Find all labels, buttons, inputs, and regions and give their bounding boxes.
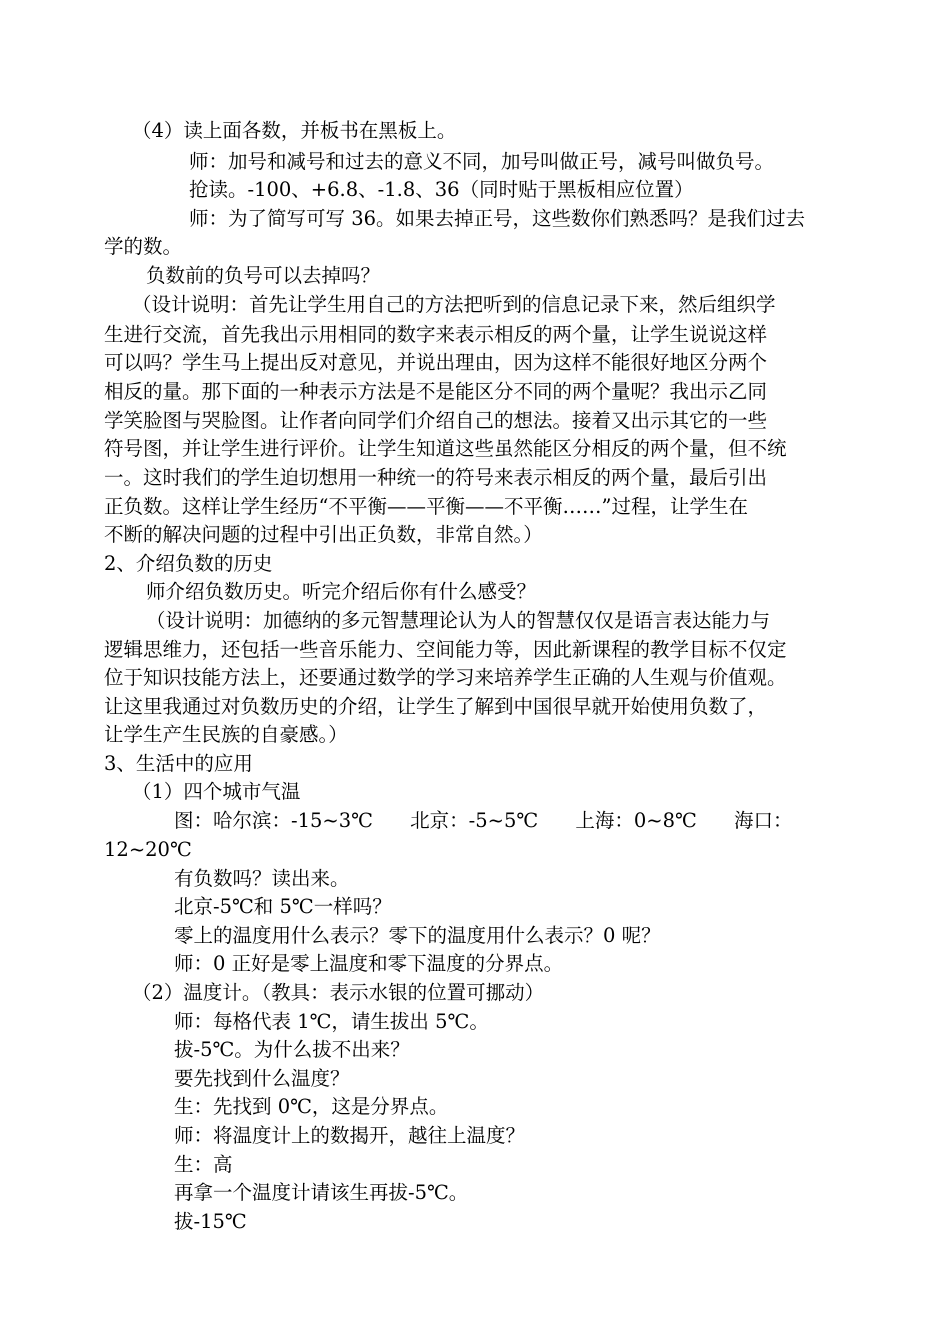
- text-line: 不断的解决问题的过程中引出正负数，非常自然。）: [104, 523, 543, 546]
- text-line: 符号图，并让学生进行评价。让学生知道这些虽然能区分相反的两个量，但不统: [104, 437, 787, 460]
- text-line: 师：每格代表 1℃，请生拔出 5℃。: [174, 1010, 489, 1033]
- text-line: 师：将温度计上的数揭开，越往上温度？: [174, 1124, 526, 1147]
- section-heading: 3、生活中的应用: [104, 752, 253, 775]
- text-line: 拔-5℃。为什么拔不出来？: [174, 1038, 410, 1061]
- text-line: （设计说明：首先让学生用自己的方法把听到的信息记录下来，然后组织学: [132, 293, 776, 316]
- text-line: 拔-15℃: [174, 1210, 247, 1233]
- text-line: 要先找到什么温度？: [174, 1067, 350, 1090]
- text-line: （4）读上面各数，并板书在黑板上。: [132, 119, 457, 142]
- text-line: 让学生产生民族的自豪感。）: [104, 723, 348, 746]
- text-line: 正负数。这样让学生经历“不平衡——平衡——不平衡……”过程，让学生在: [104, 495, 748, 518]
- text-line: 生：高: [174, 1153, 233, 1176]
- text-line: 负数前的负号可以去掉吗？: [146, 264, 381, 287]
- text-line: 有负数吗？读出来。: [174, 867, 350, 890]
- text-line: 北京-5℃和 5℃一样吗？: [174, 895, 392, 918]
- text-line: 师：加号和减号和过去的意义不同，加号叫做正号，减号叫做负号。: [189, 150, 775, 173]
- text-line: 零上的温度用什么表示？零下的温度用什么表示？0 呢？: [174, 924, 661, 947]
- text-line: 师：为了简写可写 36。如果去掉正号，这些数你们熟悉吗？是我们过去: [189, 207, 806, 230]
- text-line: （1）四个城市气温: [132, 780, 301, 803]
- text-line: 逻辑思维力，还包括一些音乐能力、空间能力等，因此新课程的教学目标不仅定: [104, 638, 787, 661]
- text-line: 抢读。-100、+6.8、-1.8、36（同时贴于黑板相应位置）: [189, 178, 694, 201]
- text-line: 相反的量。那下面的一种表示方法是不是能区分不同的两个量呢？我出示乙同: [104, 380, 768, 403]
- text-line: 学的数。: [104, 235, 183, 258]
- text-line: 图：哈尔滨：-15~3℃ 北京：-5~5℃ 上海：0~8℃ 海口：: [174, 809, 793, 832]
- text-line: 位于知识技能方法上，还要通过数学的学习来培养学生正确的人生观与价值观。: [104, 666, 787, 689]
- section-heading: 2、介绍负数的历史: [104, 552, 273, 575]
- text-line: 让这里我通过对负数历史的介绍，让学生了解到中国很早就开始使用负数了，: [104, 695, 768, 718]
- text-line: 生进行交流，首先我出示用相同的数字来表示相反的两个量，让学生说说这样: [104, 323, 768, 346]
- text-line: 生：先找到 0℃，这是分界点。: [174, 1095, 449, 1118]
- text-line: （2）温度计。（教具：表示水银的位置可挪动）: [132, 981, 545, 1004]
- text-line: 一。这时我们的学生迫切想用一种统一的符号来表示相反的两个量，最后引出: [104, 466, 768, 489]
- text-line: 再拿一个温度计请该生再拔-5℃。: [174, 1181, 469, 1204]
- text-line: 12~20℃: [104, 838, 192, 861]
- text-line: （设计说明：加德纳的多元智慧理论认为人的智慧仅仅是语言表达能力与: [146, 609, 771, 632]
- text-line: 学笑脸图与哭脸图。让作者向同学们介绍自己的想法。接着又出示其它的一些: [104, 409, 768, 432]
- text-line: 可以吗？学生马上提出反对意见，并说出理由，因为这样不能很好地区分两个: [104, 351, 768, 374]
- text-line: 师介绍负数历史。听完介绍后你有什么感受？: [146, 580, 537, 603]
- text-line: 师：0 正好是零上温度和零下温度的分界点。: [174, 952, 564, 975]
